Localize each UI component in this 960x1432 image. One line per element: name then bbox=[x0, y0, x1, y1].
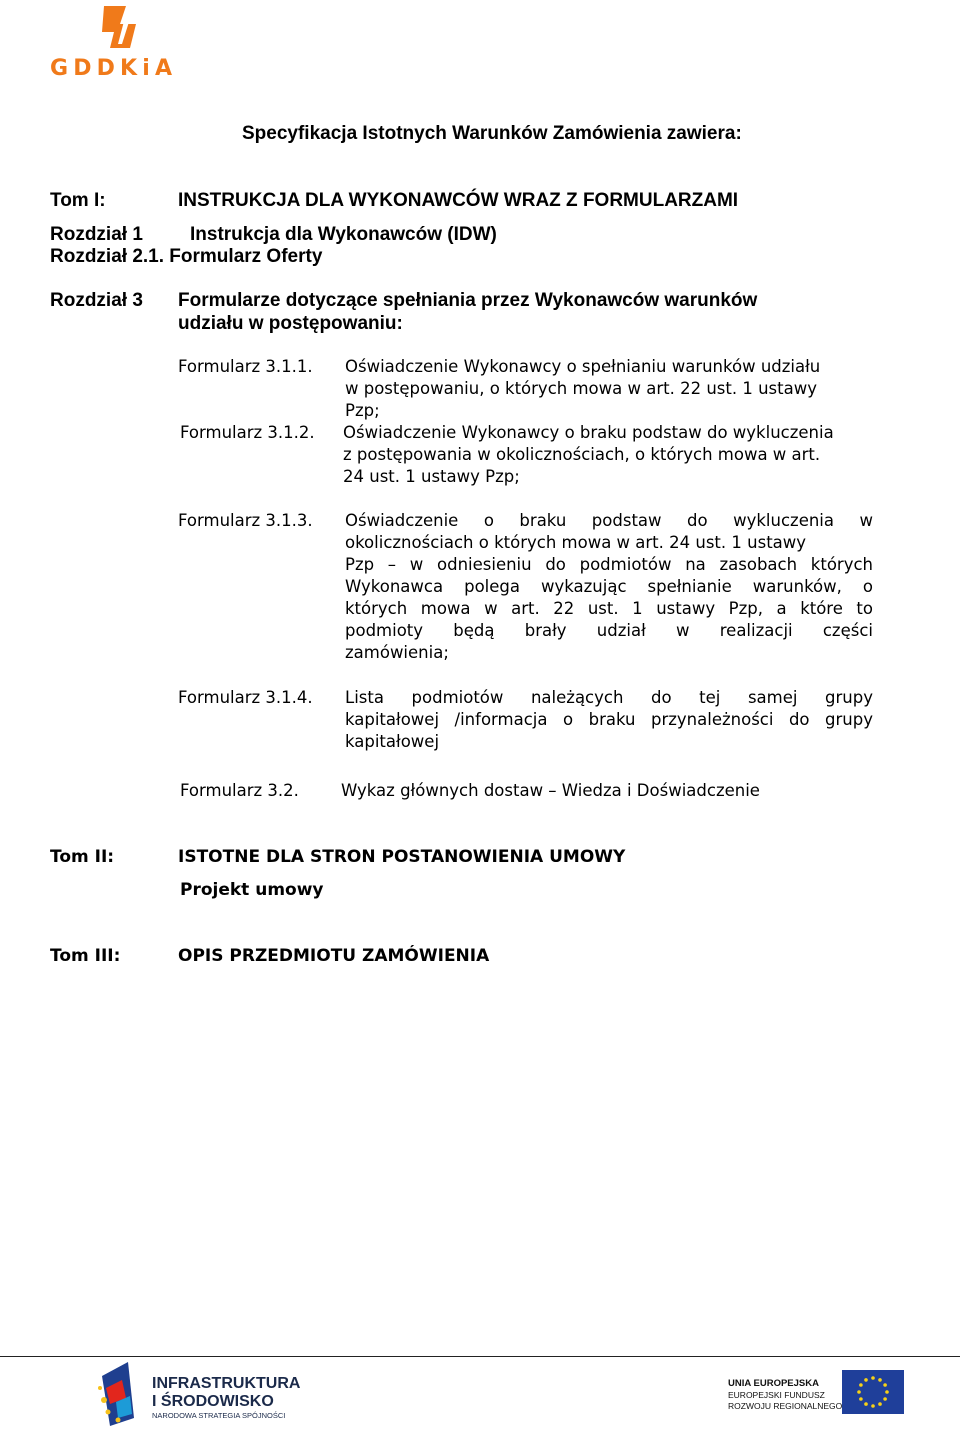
eu-star bbox=[883, 1397, 887, 1401]
infrastruktura-srodowisko-logo bbox=[96, 1358, 326, 1426]
rozdzial3-title-line1: Formularze dotyczące spełniania przez Wykonawców warunków bbox=[178, 290, 758, 311]
eu-star bbox=[864, 1402, 868, 1406]
form-description bbox=[345, 687, 873, 753]
form-description-line: zamówienia; bbox=[345, 643, 449, 662]
eu-star bbox=[859, 1397, 863, 1401]
form-description-line: Pzp; bbox=[345, 401, 380, 420]
form-description-line: kapitałowej bbox=[345, 732, 440, 751]
rozdzial2-line: Rozdział 2.1. Formularz Oferty bbox=[50, 246, 323, 267]
eu-star bbox=[878, 1378, 882, 1382]
form-description-line: których mowa w art. 22 ust. 1 ustawy Pzp, a które to bbox=[345, 599, 873, 618]
form-label: Formularz 3.1.2. bbox=[180, 423, 315, 442]
form-label: Formularz 3.1.1. bbox=[178, 357, 313, 376]
form-description-line: Lista podmiotów należących do tej samej grupy bbox=[345, 688, 873, 707]
tom2-title: ISTOTNE DLA STRON POSTANOWIENIA UMOWY bbox=[178, 847, 626, 867]
footer-divider bbox=[0, 1356, 960, 1357]
form-label: Formularz 3.1.3. bbox=[178, 511, 313, 530]
document-title: Specyfikacja Istotnych Warunków Zamówienia zawiera: bbox=[242, 123, 742, 144]
form-label: Formularz 3.1.4. bbox=[178, 688, 313, 707]
rozdzial1-title: Instrukcja dla Wykonawców (IDW) bbox=[190, 224, 497, 245]
eu-logo bbox=[720, 1366, 912, 1418]
form-description-line: Wykonawca polega wykazując spełnianie warunków, o bbox=[345, 577, 873, 596]
eu-star bbox=[878, 1402, 882, 1406]
form-description-line: Oświadczenie Wykonawcy o braku podstaw do wykluczenia bbox=[343, 423, 834, 442]
form-description-line: Pzp – w odniesieniu do podmiotów na zasobach których bbox=[345, 555, 873, 574]
gddkia-logo-text: GDDKiA bbox=[50, 56, 172, 80]
form-description-line: Wykaz głównych dostaw – Wiedza i Doświadczenie bbox=[341, 781, 760, 800]
eu-star bbox=[883, 1383, 887, 1387]
eu-star bbox=[857, 1390, 861, 1394]
form-description bbox=[345, 510, 873, 664]
form-description-line: Oświadczenie Wykonawcy o spełnianiu warunków udziału bbox=[345, 357, 821, 376]
tom1-label: Tom I: bbox=[50, 190, 106, 211]
eu-star bbox=[864, 1378, 868, 1382]
form-description bbox=[343, 422, 888, 488]
form-description-line: kapitałowej /informacja o braku przynależności do grupy bbox=[345, 710, 873, 729]
rozdzial1-label: Rozdział 1 bbox=[50, 224, 143, 245]
eu-star bbox=[871, 1376, 875, 1380]
is-logo-line3: NARODOWA STRATEGIA SPÓJNOŚCI bbox=[152, 1411, 286, 1420]
gddkia-road-mark-icon bbox=[102, 6, 136, 48]
tom2-label: Tom II: bbox=[50, 847, 115, 867]
eu-flag-icon bbox=[842, 1370, 904, 1414]
form-description-line: 24 ust. 1 ustawy Pzp; bbox=[343, 467, 520, 486]
tom3-label: Tom III: bbox=[50, 946, 121, 966]
form-description-line: Oświadczenie o braku podstaw do wykluczenia w bbox=[345, 511, 873, 530]
eu-logo-line1: UNIA EUROPEJSKA bbox=[728, 1378, 819, 1389]
tom3-title: OPIS PRZEDMIOTU ZAMÓWIENIA bbox=[178, 946, 490, 966]
rozdzial3-label: Rozdział 3 bbox=[50, 290, 143, 311]
form-description-line: podmioty będą brały udział w realizacji części bbox=[345, 621, 873, 640]
is-logo-line1: INFRASTRUKTURA bbox=[152, 1375, 301, 1392]
tom2-subtitle: Projekt umowy bbox=[180, 880, 324, 900]
eu-star bbox=[859, 1383, 863, 1387]
form-description-line: w postępowaniu, o których mowa w art. 22 ust. 1 ustawy bbox=[345, 379, 817, 398]
rozdzial3-title-line2: udziału w postępowaniu: bbox=[178, 313, 403, 334]
gddkia-logo bbox=[48, 4, 174, 80]
eu-star bbox=[885, 1390, 889, 1394]
form-label: Formularz 3.2. bbox=[180, 781, 299, 800]
form-description-line: z postępowania w okolicznościach, o których mowa w art. bbox=[343, 445, 821, 464]
tom1-title: INSTRUKCJA DLA WYKONAWCÓW WRAZ Z FORMULARZAMI bbox=[178, 190, 739, 211]
eu-star bbox=[871, 1404, 875, 1408]
is-logo-line2: I ŚRODOWISKO bbox=[152, 1393, 274, 1410]
form-description-line: okolicznościach o których mowa w art. 24 ust. 1 ustawy bbox=[345, 533, 807, 552]
eu-logo-line3: ROZWOJU REGIONALNEGO bbox=[728, 1401, 843, 1411]
form-description bbox=[345, 356, 873, 422]
eu-logo-line2: EUROPEJSKI FUNDUSZ bbox=[728, 1390, 825, 1400]
flag-stars-icon bbox=[98, 1362, 134, 1426]
